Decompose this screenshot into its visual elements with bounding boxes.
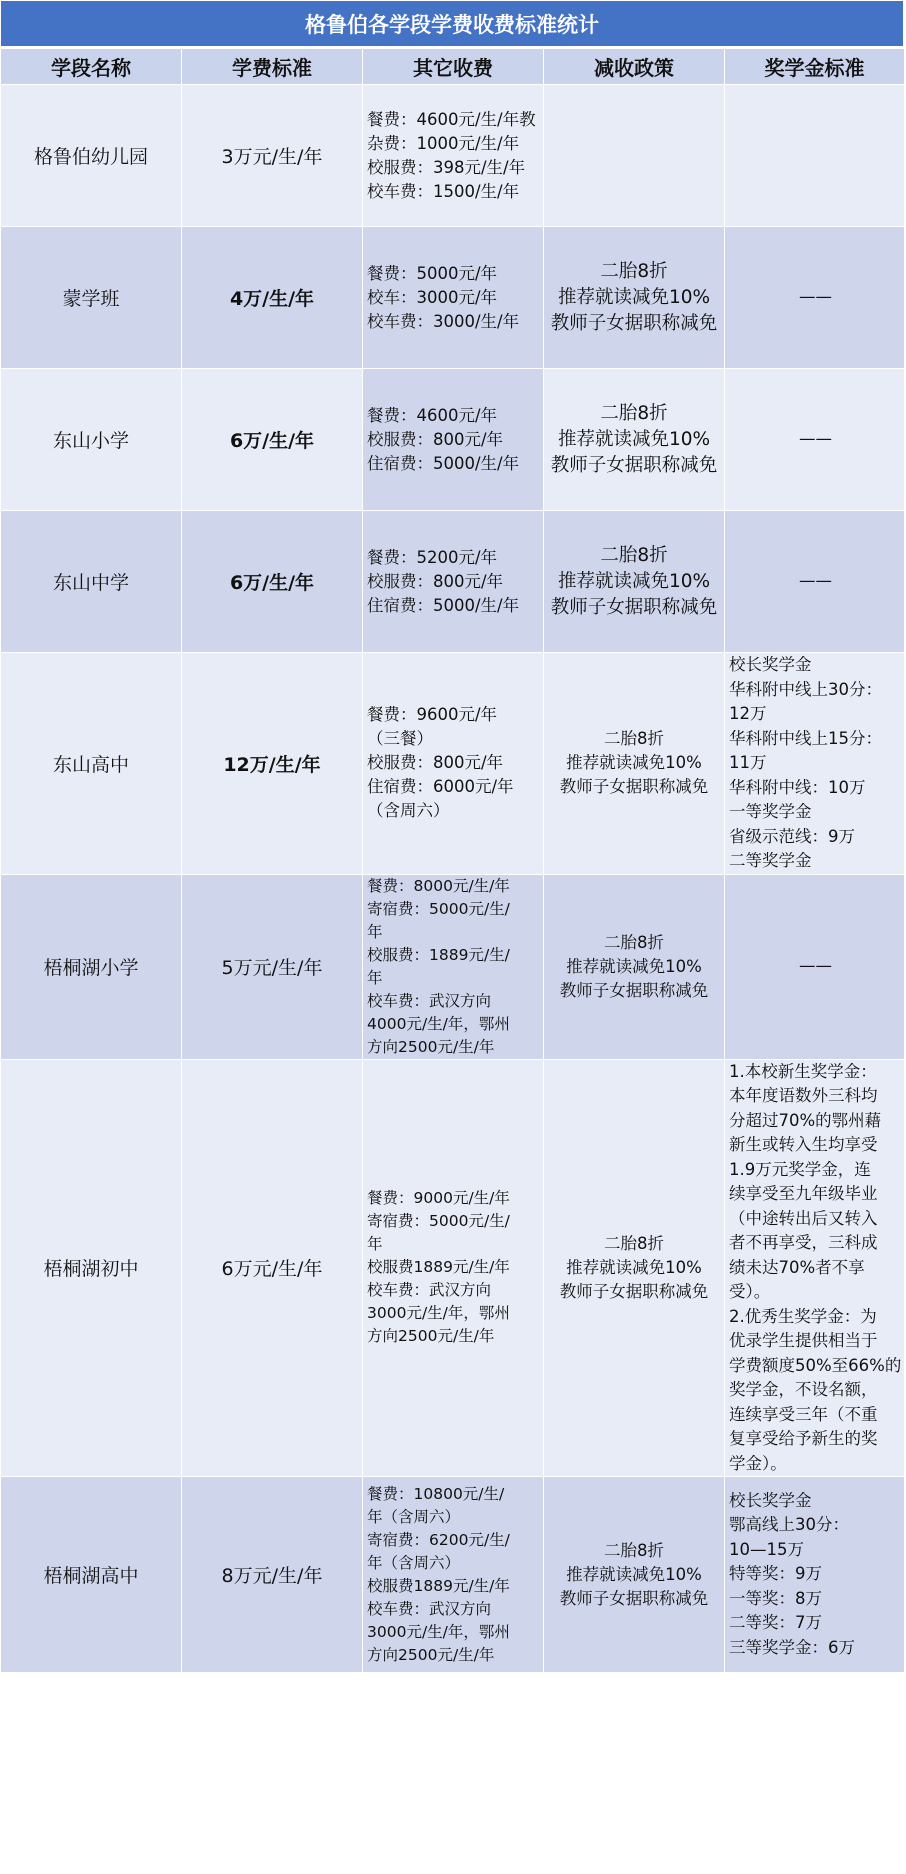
other-fee-line: 年（含周六） bbox=[367, 1507, 461, 1526]
scholarship-line: 奖学金，不设名额， bbox=[729, 1380, 878, 1399]
other-fees-cell bbox=[363, 511, 544, 653]
tuition-cell: 4万/生/年 bbox=[182, 227, 363, 369]
scholarship-line: 鄂高线上30分： bbox=[729, 1515, 849, 1535]
other-fee-line: 年 bbox=[367, 922, 383, 941]
scholarship-cell bbox=[725, 85, 905, 227]
header-tuition: 学费标准 bbox=[182, 49, 363, 85]
scholarship-line: 分超过70%的鄂州藉 bbox=[729, 1110, 882, 1130]
other-fee-line: 3000元/生/年，鄂州 bbox=[367, 1304, 510, 1323]
tuition-cell: 8万元/生/年 bbox=[182, 1477, 363, 1673]
policy-line: 教师子女据职称减免 bbox=[559, 777, 709, 797]
scholarship-line: 复享受给予新生的奖 bbox=[729, 1429, 878, 1448]
other-fee-line: 校车费：3000/生/年 bbox=[367, 311, 520, 331]
tuition-cell: 3万元/生/年 bbox=[182, 85, 363, 227]
scholarship-line: 本年度语数外三科均 bbox=[729, 1086, 878, 1105]
other-fee-line: 年 bbox=[367, 1235, 383, 1254]
other-fee-line: 住宿费：5000/生/年 bbox=[367, 595, 520, 615]
other-fee-line: 餐费：9600元/年 bbox=[367, 705, 498, 725]
discount-policy-cell bbox=[544, 369, 725, 511]
scholarship-line: （中途转出后又转入 bbox=[729, 1208, 878, 1228]
other-fee-line: 校车费：武汉方向 bbox=[367, 1599, 492, 1618]
stage-name-cell: 梧桐湖高中 bbox=[1, 1477, 182, 1673]
scholarship-line: 新生或转入生均享受 bbox=[729, 1135, 878, 1154]
policy-line: 推荐就读减免10% bbox=[566, 956, 702, 976]
policy-line: 二胎8折 bbox=[604, 1233, 664, 1253]
tuition-cell: 6万/生/年 bbox=[182, 369, 363, 511]
other-fee-line: 年（含周六） bbox=[367, 1553, 461, 1572]
header-discount-policy: 减收政策 bbox=[544, 49, 725, 85]
scholarship-cell bbox=[725, 369, 905, 511]
other-fees-cell bbox=[363, 369, 544, 511]
other-fees-cell bbox=[363, 874, 544, 1059]
policy-line: 教师子女据职称减免 bbox=[550, 312, 718, 334]
policy-line: 教师子女据职称减免 bbox=[559, 1588, 709, 1608]
scholarship-line: 校长奖学金 bbox=[729, 655, 812, 674]
other-fee-line: 餐费：5000元/年 bbox=[367, 263, 498, 283]
scholarship-line: 绩未达70%者不享 bbox=[729, 1257, 865, 1277]
policy-line: 二胎8折 bbox=[604, 1540, 664, 1560]
other-fee-line: 方向2500元/生/年 bbox=[367, 1037, 495, 1056]
fee-table bbox=[0, 48, 905, 1673]
other-fee-line: 寄宿费：5000元/生/ bbox=[367, 1212, 510, 1231]
scholarship-line: 华科附中线：10万 bbox=[729, 777, 866, 797]
other-fee-line: 住宿费：6000元/年 bbox=[367, 777, 514, 797]
discount-policy-cell bbox=[544, 227, 725, 369]
scholarship-line: —— bbox=[799, 429, 832, 449]
scholarship-line: —— bbox=[799, 287, 832, 307]
policy-line: 推荐就读减免10% bbox=[566, 753, 702, 773]
scholarship-line: 优录学生提供相当于 bbox=[729, 1331, 878, 1350]
other-fees-cell bbox=[363, 227, 544, 369]
scholarship-line: 华科附中线上30分： bbox=[729, 679, 882, 699]
table-row bbox=[1, 369, 905, 511]
other-fee-line: 寄宿费：5000元/生/ bbox=[367, 899, 510, 918]
other-fee-line: 年 bbox=[367, 968, 383, 987]
stage-name-cell: 东山高中 bbox=[1, 653, 182, 875]
other-fees-cell bbox=[363, 653, 544, 875]
other-fee-line: 校服费：800元/年 bbox=[367, 753, 504, 773]
other-fees-cell bbox=[363, 1059, 544, 1477]
other-fee-line: 校车：3000元/年 bbox=[367, 287, 498, 307]
other-fee-line: 餐费：10800元/生/ bbox=[367, 1484, 505, 1503]
other-fees-cell bbox=[363, 85, 544, 227]
other-fee-line: 校车费：武汉方向 bbox=[367, 991, 492, 1010]
other-fee-line: 方向2500元/生/年 bbox=[367, 1327, 495, 1346]
table-row bbox=[1, 85, 905, 227]
other-fee-line: 校服费：800元/年 bbox=[367, 571, 504, 591]
header-scholarship: 奖学金标准 bbox=[725, 49, 905, 85]
other-fee-line: 4000元/生/年，鄂州 bbox=[367, 1014, 510, 1033]
scholarship-line: 受）。 bbox=[729, 1282, 771, 1301]
other-fee-line: 餐费：5200元/年 bbox=[367, 547, 498, 567]
other-fee-line: 寄宿费：6200元/生/ bbox=[367, 1530, 510, 1549]
table-title: 格鲁伯各学段学费收费标准统计 bbox=[0, 0, 904, 47]
other-fee-line: 餐费：9000元/生/年 bbox=[367, 1189, 510, 1208]
discount-policy-cell bbox=[544, 511, 725, 653]
table-row bbox=[1, 511, 905, 653]
stage-name-cell: 格鲁伯幼儿园 bbox=[1, 85, 182, 227]
table-row bbox=[1, 653, 905, 875]
other-fee-line: 校车费：武汉方向 bbox=[367, 1281, 492, 1300]
scholarship-line: 学金）。 bbox=[729, 1453, 787, 1473]
scholarship-line: 学费额度50%至66%的 bbox=[729, 1355, 902, 1375]
scholarship-line: 者不再享受，三科成 bbox=[729, 1233, 878, 1252]
scholarship-cell bbox=[725, 227, 905, 369]
tuition-cell: 6万元/生/年 bbox=[182, 1059, 363, 1477]
other-fee-line: 餐费：4600元/年 bbox=[367, 405, 498, 425]
other-fee-line: 校服费：800元/年 bbox=[367, 429, 504, 449]
other-fee-line: （含周六） bbox=[367, 801, 450, 821]
header-stage-name: 学段名称 bbox=[1, 49, 182, 85]
scholarship-line: 一等奖学金 bbox=[729, 802, 812, 821]
policy-line: 推荐就读减免10% bbox=[557, 428, 711, 450]
stage-name-cell: 东山中学 bbox=[1, 511, 182, 653]
scholarship-line: 续享受至九年级毕业 bbox=[729, 1184, 878, 1203]
scholarship-line: 12万 bbox=[729, 704, 767, 723]
policy-line: 推荐就读减免10% bbox=[557, 570, 711, 592]
policy-line: 教师子女据职称减免 bbox=[550, 596, 718, 618]
scholarship-line: 一等奖：8万 bbox=[729, 1588, 822, 1608]
scholarship-line: —— bbox=[799, 571, 832, 591]
other-fee-line: 餐费：8000元/生/年 bbox=[367, 876, 510, 895]
scholarship-line: 1.9万元奖学金，连 bbox=[729, 1159, 871, 1179]
discount-policy-cell bbox=[544, 874, 725, 1059]
other-fees-cell bbox=[363, 1477, 544, 1673]
other-fee-line: 校车费：1500/生/年 bbox=[367, 181, 520, 201]
policy-line: 二胎8折 bbox=[600, 402, 668, 424]
policy-line: 二胎8折 bbox=[600, 260, 668, 282]
policy-line: 教师子女据职称减免 bbox=[559, 1281, 709, 1301]
discount-policy-cell bbox=[544, 1059, 725, 1477]
policy-line: 推荐就读减免10% bbox=[566, 1257, 702, 1277]
other-fee-line: 3000元/生/年，鄂州 bbox=[367, 1622, 510, 1641]
policy-line: 二胎8折 bbox=[600, 544, 668, 566]
policy-line: 二胎8折 bbox=[604, 932, 664, 952]
table-row bbox=[1, 227, 905, 369]
scholarship-line: 2.优秀生奖学金：为 bbox=[729, 1306, 877, 1326]
stage-name-cell: 梧桐湖初中 bbox=[1, 1059, 182, 1477]
scholarship-line: 10—15万 bbox=[729, 1539, 804, 1559]
tuition-cell: 5万元/生/年 bbox=[182, 874, 363, 1059]
tuition-cell: 6万/生/年 bbox=[182, 511, 363, 653]
policy-line: 推荐就读减免10% bbox=[557, 286, 711, 308]
scholarship-cell bbox=[725, 874, 905, 1059]
scholarship-line: 11万 bbox=[729, 753, 767, 772]
other-fee-line: 方向2500元/生/年 bbox=[367, 1645, 495, 1664]
scholarship-cell bbox=[725, 653, 905, 875]
scholarship-line: 二等奖学金 bbox=[729, 851, 812, 870]
scholarship-line: 校长奖学金 bbox=[729, 1490, 812, 1510]
discount-policy-cell bbox=[544, 85, 725, 227]
scholarship-cell bbox=[725, 1059, 905, 1477]
scholarship-cell bbox=[725, 511, 905, 653]
stage-name-cell: 梧桐湖小学 bbox=[1, 874, 182, 1059]
other-fee-line: 校服费1889元/生/年 bbox=[367, 1576, 510, 1595]
discount-policy-cell bbox=[544, 653, 725, 875]
scholarship-cell bbox=[725, 1477, 905, 1673]
scholarship-line: 连续享受三年（不重 bbox=[729, 1404, 878, 1424]
other-fee-line: 杂费：1000元/生/年 bbox=[367, 133, 520, 153]
scholarship-line: 省级示范线：9万 bbox=[729, 826, 855, 846]
scholarship-line: 特等奖：9万 bbox=[729, 1564, 822, 1584]
scholarship-line: 二等奖：7万 bbox=[729, 1613, 822, 1633]
policy-line: 教师子女据职称减免 bbox=[550, 454, 718, 476]
header-other-fees: 其它收费 bbox=[363, 49, 544, 85]
scholarship-line: —— bbox=[799, 956, 832, 976]
other-fee-line: 校服费：398元/生/年 bbox=[367, 157, 526, 177]
policy-line: 教师子女据职称减免 bbox=[559, 980, 709, 1000]
scholarship-line: 华科附中线上15分： bbox=[729, 728, 882, 748]
other-fee-line: 校服费1889元/生/年 bbox=[367, 1258, 510, 1277]
table-row bbox=[1, 1059, 905, 1477]
table-row bbox=[1, 1477, 905, 1673]
policy-line: 二胎8折 bbox=[604, 729, 664, 749]
header-row bbox=[1, 49, 905, 85]
other-fee-line: 住宿费：5000/生/年 bbox=[367, 453, 520, 473]
discount-policy-cell bbox=[544, 1477, 725, 1673]
stage-name-cell: 蒙学班 bbox=[1, 227, 182, 369]
other-fee-line: 餐费：4600元/生/年教 bbox=[367, 109, 536, 129]
scholarship-line: 三等奖学金：6万 bbox=[729, 1637, 855, 1657]
stage-name-cell: 东山小学 bbox=[1, 369, 182, 511]
tuition-cell: 12万/生/年 bbox=[182, 653, 363, 875]
other-fee-line: 校服费：1889元/生/ bbox=[367, 945, 510, 964]
table-row bbox=[1, 874, 905, 1059]
scholarship-line: 1.本校新生奖学金： bbox=[729, 1061, 877, 1081]
other-fee-line: （三餐） bbox=[367, 729, 433, 749]
policy-line: 推荐就读减免10% bbox=[566, 1564, 702, 1584]
